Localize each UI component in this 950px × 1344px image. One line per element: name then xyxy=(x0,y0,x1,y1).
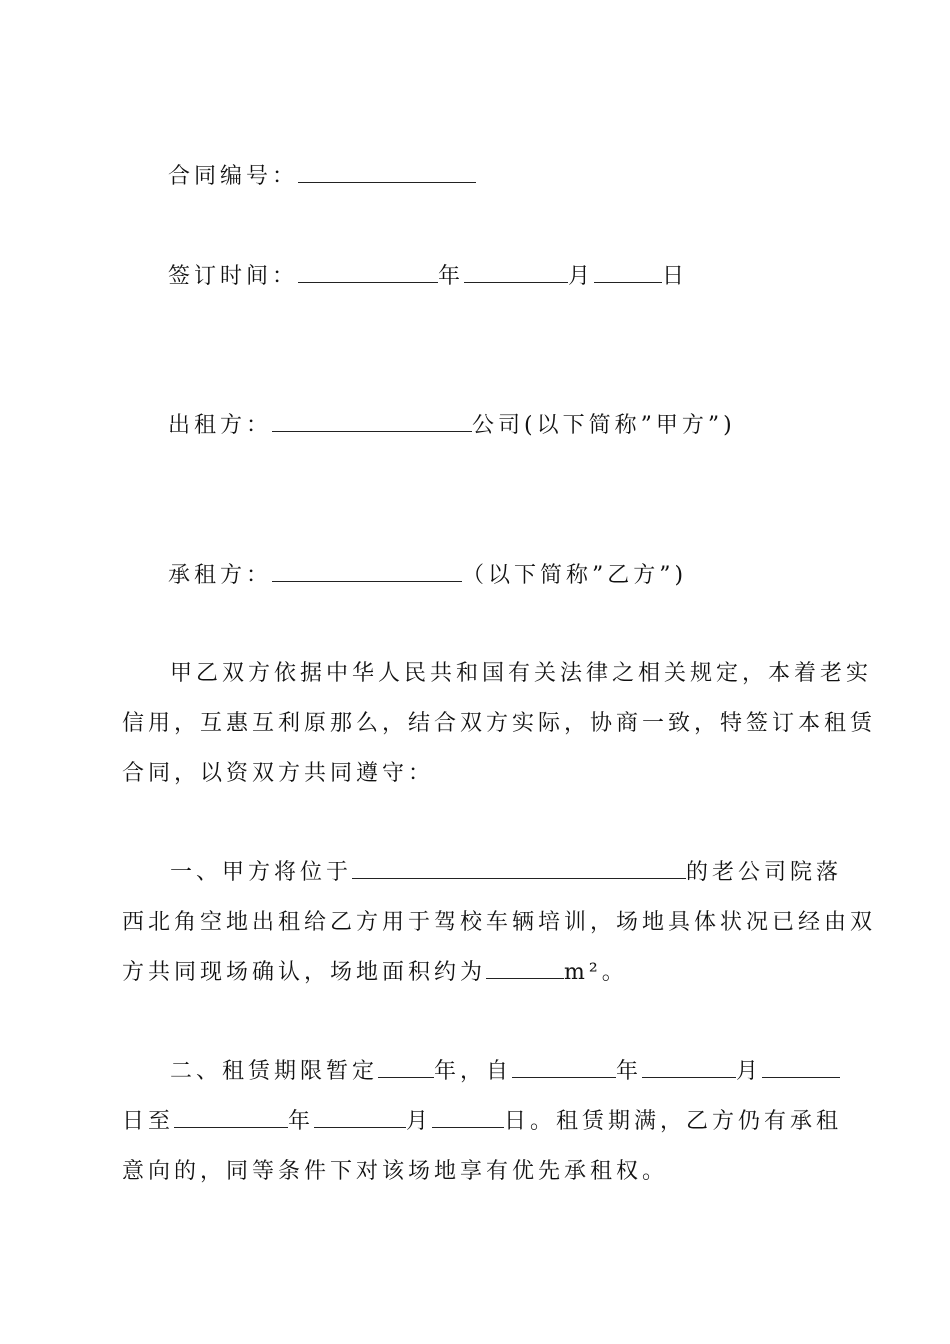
sign-month-blank[interactable] xyxy=(464,262,568,283)
contract-number-label: 合同编号： xyxy=(168,164,299,189)
contract-number-blank[interactable] xyxy=(298,162,476,183)
sign-date-label: 签订时间： xyxy=(168,264,299,289)
lessor-blank[interactable] xyxy=(272,411,472,432)
intro-line-1: 甲乙双方依据中华人民共和国有关法律之相关规定，本着老实 xyxy=(170,661,873,686)
start-year-blank[interactable] xyxy=(512,1057,616,1078)
location-blank[interactable] xyxy=(352,858,686,879)
term-years-blank[interactable] xyxy=(378,1057,434,1078)
lessor-line xyxy=(168,411,736,441)
area-unit: m²。 xyxy=(564,960,628,985)
sign-year-blank[interactable] xyxy=(298,262,438,283)
lessor-suffix: 公司(以下简称”甲方”) xyxy=(472,413,736,438)
end-day-blank[interactable] xyxy=(432,1107,504,1128)
end-year-label: 年 xyxy=(288,1109,315,1134)
end-month-blank[interactable] xyxy=(314,1107,406,1128)
area-blank[interactable] xyxy=(486,958,564,979)
lessee-blank[interactable] xyxy=(272,561,462,582)
lessor-label: 出租方： xyxy=(168,413,273,438)
clause2-line-2 xyxy=(122,1107,842,1137)
lessee-line xyxy=(168,561,687,591)
intro-line-3: 合同，以资双方共同遵守： xyxy=(122,761,435,786)
year-label: 年 xyxy=(438,264,465,289)
lessee-label: 承租方： xyxy=(168,563,273,588)
month-label: 月 xyxy=(568,264,595,289)
contract-number-line xyxy=(168,162,476,192)
start-month-label: 月 xyxy=(736,1059,763,1084)
clause2-line2-end: 日。租赁期满，乙方仍有承租 xyxy=(504,1109,843,1134)
clause1-line-1 xyxy=(170,858,842,888)
end-month-label: 月 xyxy=(406,1109,433,1134)
to-label: 日至 xyxy=(122,1109,175,1134)
sign-date-line xyxy=(168,262,688,292)
area-label: 方共同现场确认，场地面积约为 xyxy=(122,960,487,985)
clause1-line-3 xyxy=(122,958,628,988)
term-label: 二、租赁期限暂定 xyxy=(170,1059,379,1084)
term-from: 年，自 xyxy=(434,1059,513,1084)
lessee-suffix: （以下简称”乙方”) xyxy=(462,563,688,588)
clause1-start: 一、甲方将位于 xyxy=(170,860,353,885)
sign-day-blank[interactable] xyxy=(594,262,662,283)
clause2-line-3: 意向的，同等条件下对该场地享有优先承租权。 xyxy=(122,1159,669,1184)
start-year-label: 年 xyxy=(616,1059,643,1084)
clause2-line-1 xyxy=(170,1057,840,1087)
start-day-blank[interactable] xyxy=(762,1057,840,1078)
clause1-line-2: 西北角空地出租给乙方用于驾校车辆培训，场地具体状况已经由双 xyxy=(122,910,877,935)
start-month-blank[interactable] xyxy=(642,1057,736,1078)
clause1-end: 的老公司院落 xyxy=(686,860,843,885)
intro-line-2: 信用，互惠互利原那么，结合双方实际，协商一致，特签订本租赁 xyxy=(122,711,877,736)
day-label: 日 xyxy=(662,264,689,289)
end-year-blank[interactable] xyxy=(174,1107,288,1128)
